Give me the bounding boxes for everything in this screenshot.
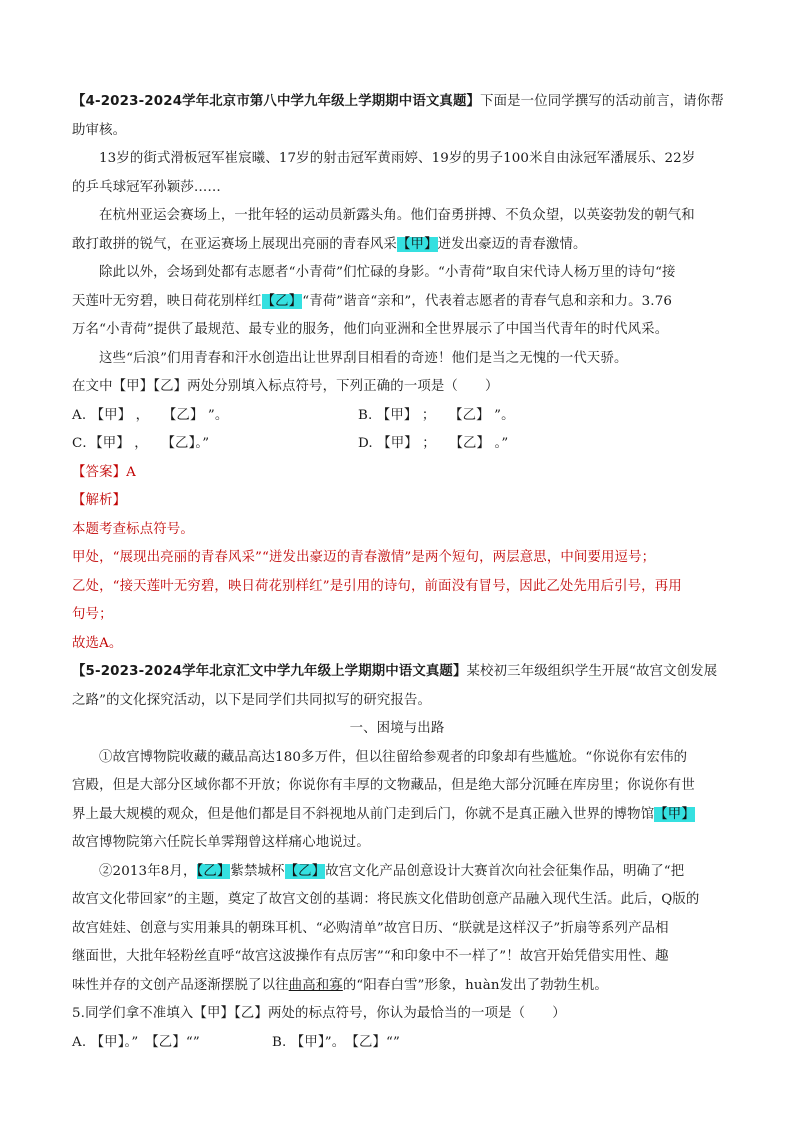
q4-passage-p3-line1: 除此以外，会场到处都有志愿者“小青荷”们忙碌的身影。“小青荷”取自宋代诗人杨万里的诗句“接 [99,265,676,280]
q5-passage-p1-line2: 宫殿，但是大部分区域你都不开放；你说你有丰厚的文物藏品，但是绝大部分沉睡在库房里；你说你有世 [72,778,695,793]
q4-answer: 【答案】A [72,464,136,480]
q4-options-row-1 [72,402,722,431]
q5-passage-text: 紫禁城杯 [230,863,285,879]
q4-option-b: B. 【甲】 ； 【乙】 ”。 [358,407,515,423]
q5-lead-text: 某校初三年级组织学生开展“故宫文创发展 [466,664,718,679]
q5-passage-p2-line2: 故宫文化带回家”的主题，奠定了故宫文创的基调：将民族文化借助创意产品融入现代生活。此后，Q版的 [72,892,700,907]
q5-passage-text: 的“阳春白雪”形象，huàn发出了勃勃生机。 [342,977,608,993]
q4-option-a: A. 【甲】 ， 【乙】 ”。 [72,407,229,423]
q5-passage-p2-line1 [72,858,722,887]
q4-passage-text: 迸发出豪迈的青春激情。 [437,236,587,252]
q4-option-c: C．【甲】 ， 【乙】。” [72,436,210,451]
q4-analysis-heading: 【解析】 [72,493,127,508]
q5-options-row-1 [72,1029,722,1058]
blank-jia-marker: 【甲】 [396,236,438,252]
q5-passage-text: 故宫文化产品创意设计大赛首次向社会征集作品，明确了“把 [325,863,685,879]
q5-passage-p1-line1: ①故宫博物院收藏的藏品高达180多万件，但以往留给参观者的印象却有些尴尬。“你说你有宏伟的 [99,749,688,765]
q4-options-row-2 [72,430,722,459]
q5-passage-p2-line4: 继面世，大批年轻粉丝直呼“故宫这波操作有点厉害”“和印象中不一样了”！故宫开始凭借实用性、趣 [72,949,669,964]
underlined-idiom: 曲高和寡 [288,977,343,993]
q4-passage-p2-line2 [72,231,722,260]
q5-passage-text: 味性并存的文创产品逐渐摆脱了以往 [72,977,289,993]
blank-jia-marker: 【甲】 [654,806,695,822]
q4-passage-p1-line2: 的乒乓球冠军孙颖莎…… [72,179,221,195]
q4-question: 在文中【甲】【乙】两处分别填入标点符号，下列正确的一项是（ ） [72,379,499,394]
q4-passage-text: “青荷”谐音“亲和”，代表着志愿者的青春气息和亲和力。3.76 [302,293,673,309]
q5-passage-p2-line3: 故宫娃娃、创意与实用兼具的朝珠耳机、“必购清单”故宫日历、“朕就是这样汉子”折扇等系列产品相 [72,920,669,936]
document-page [72,88,722,1057]
q4-passage-p1-line1: 13岁的街式滑板冠军崔宸曦、17岁的射击冠军黄雨婷、19岁的男子100米自由泳冠军潘展乐、22岁 [99,151,696,166]
q5-option-b: B. 【甲】”。 【乙】“” [272,1034,401,1050]
q5-passage-text: 界上最大规模的观众，但是他们都是目不斜视地从前门走到后门，你就不是真正融入世界的博物馆 [72,806,655,822]
q5-passage-text: ②2013年8月， [99,863,197,879]
q4-passage-text: 天莲叶无穷碧，映日荷花别样红 [72,293,262,309]
blank-yi-marker: 【乙】 [196,863,231,879]
q5-passage-p1-line3 [72,801,722,830]
q4-analysis-line-5: 故选A。 [72,635,123,651]
q5-passage-p1-line4: 故宫博物院第六任院长单霁翔曾这样痛心地说过。 [72,835,370,850]
q4-lead-text: 下面是一位同学撰写的活动前言，请你帮 [480,94,724,109]
q4-lead-line-2: 助审核。 [72,122,127,138]
q4-analysis-line-2: 甲处，“展现出亮丽的青春风采”“迸发出豪迈的青春激情”是两个短句，两层意思，中间要用逗号； [72,550,656,565]
q4-option-d: D. 【甲】 ； 【乙】 。” [358,436,509,451]
q5-lead-line [72,658,722,687]
q4-passage-p3-line2 [72,288,722,317]
q4-passage-p4-line1: 这些“后浪”们用青春和汗水创造出让世界刮目相看的奇迹！他们是当之无愧的一代天骄。 [99,350,628,366]
q4-lead-line [72,88,722,117]
q5-option-a: A. 【甲】。” 【乙】“” [72,1034,200,1050]
q4-analysis-line-4: 句号； [72,607,113,622]
q4-passage-text: 敢打敢拼的锐气，在亚运赛场上展现出亮丽的青春风采 [72,236,397,252]
q4-analysis-line-3: 乙处，“接天莲叶无穷碧，映日荷花别样红”是引用的诗句，前面没有冒号，因此乙处先用后引号，再用 [72,578,682,594]
q5-section-title: 一、困境与出路 [349,721,445,736]
q4-source-title: 【4-2023-2024学年北京市第八中学九年级上学期期中语文真题】 [72,94,481,109]
q4-analysis-line-1: 本题考查标点符号。 [72,521,194,537]
q5-lead-line-2: 之路”的文化探究活动，以下是同学们共同拟写的研究报告。 [72,692,432,708]
q5-passage-p2-line5 [72,972,722,1001]
q4-passage-p2-line1: 在杭州亚运会赛场上，一批年轻的运动员新露头角。他们奋勇拼搏、不负众望，以英姿勃发的朝气和 [99,208,695,223]
blank-yi-marker: 【乙】 [284,863,326,879]
q5-question: 5.同学们拿不准填入【甲】【乙】两处的标点符号，你认为最恰当的一项是（ ） [72,1006,566,1021]
q4-passage-p3-line3: 万名“小青荷”提供了最规范、最专业的服务，他们向亚洲和全世界展示了中国当代青年的时代风采。 [72,322,669,337]
blank-yi-marker: 【乙】 [261,293,303,309]
q5-source-title: 【5-2023-2024学年北京汇文中学九年级上学期期中语文真题】 [72,664,467,679]
